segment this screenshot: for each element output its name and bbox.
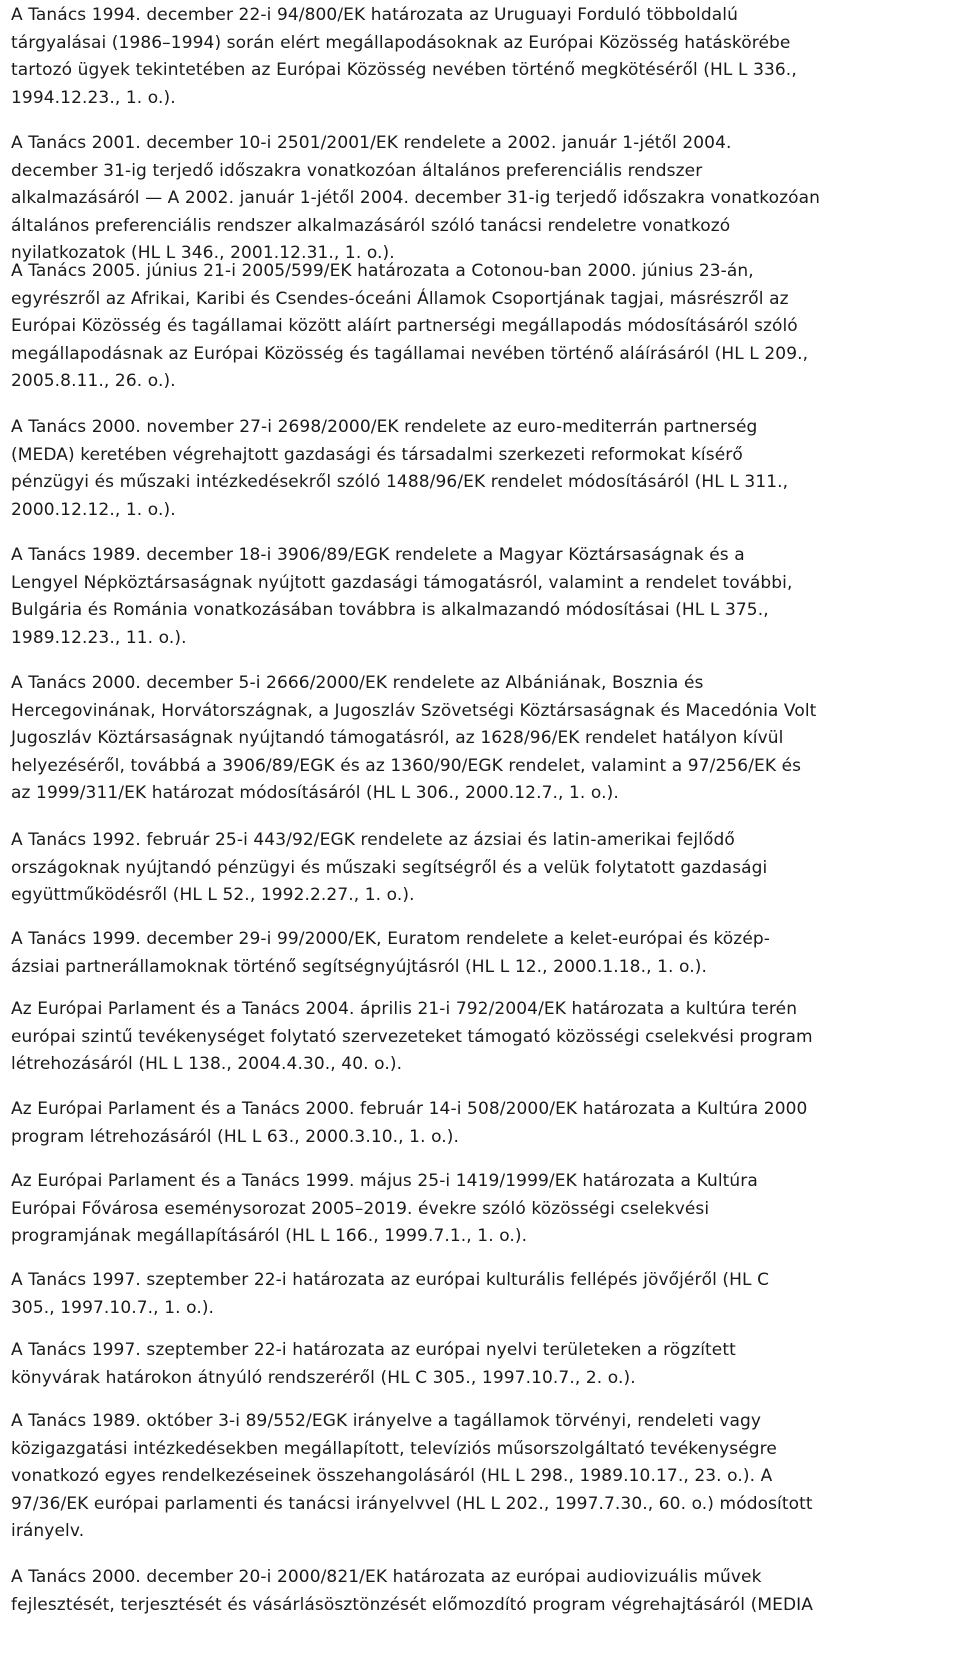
entry-line: (MEDA) keretében végrehajtott gazdasági és társadalmi szerkezeti reformokat kísérő [11, 444, 743, 465]
entry-line: programjának megállapításáról (HL L 166., 1999.7.1., 1. o.). [11, 1226, 528, 1246]
entry-line: Európai Közösség és tagállamai között aláírt partnerségi megállapodás módosításáról szóló [11, 316, 798, 336]
entry-line: megállapodásnak az Európai Közösség és tagállamai nevében történő aláírásáról (HL L 209., [11, 343, 809, 364]
entry-line: A Tanács 2005. június 21-i 2005/599/EK határozata a Cotonou-ban 2000. június 23-án, [11, 261, 754, 281]
entry-line: fejlesztését, terjesztését és vásárlásösztönzését előmozdító program végrehajtásáról (MEDIA [11, 1594, 813, 1615]
entry-line: A Tanács 1994. december 22-i 94/800/EK határozata az Uruguayi Forduló többoldalú [11, 5, 738, 25]
entry-line: országoknak nyújtandó pénzügyi és műszaki segítségről és a velük folytatott gazdasági [11, 857, 768, 878]
entry-line: A Tanács 1989. december 18-i 3906/89/EGK rendelete a Magyar Köztársaságnak és a [11, 545, 745, 565]
entry-line: könyvárak határokon átnyúló rendszeréről (HL C 305., 1997.10.7., 2. o.). [11, 1367, 636, 1388]
entry-line: A Tanács 2000. december 5-i 2666/2000/EK rendelete az Albániának, Bosznia és [11, 673, 704, 693]
reference-entry-9 [11, 996, 946, 1079]
entry-line: A Tanács 2001. december 10-i 2501/2001/EK rendelete a 2002. január 1-jétől 2004. [11, 133, 732, 153]
reference-entry-5 [11, 542, 946, 652]
reference-entry-6 [11, 670, 946, 808]
reference-entry-14 [11, 1408, 946, 1546]
entry-line: A Tanács 1997. szeptember 22-i határozata az európai kulturális fellépés jövőjéről (HL C [11, 1270, 770, 1290]
reference-entry-7 [11, 827, 946, 910]
entry-line: nyilatkozatok (HL L 346., 2001.12.31., 1. o.). [11, 243, 395, 263]
reference-entry-11 [11, 1168, 946, 1251]
entry-line: általános preferenciális rendszer alkalmazásáról szóló tanácsi rendeletre vonatkozó [11, 215, 731, 236]
entry-line: tárgyalásai (1986–1994) során elért megállapodásoknak az Európai Közösség hatáskörébe [11, 32, 791, 53]
reference-entry-10 [11, 1096, 946, 1151]
entry-line: program létrehozásáról (HL L 63., 2000.3.10., 1. o.). [11, 1126, 460, 1147]
entry-line: A Tanács 2000. november 27-i 2698/2000/EK rendelete az euro-mediterrán partnerség [11, 417, 758, 437]
reference-entry-12 [11, 1267, 946, 1322]
entry-line: európai szintű tevékenységet folytató szervezeteket támogató közösségi cselekvési program [11, 1026, 813, 1047]
entry-line: alkalmazásáról — A 2002. január 1-jétől 2004. december 31-ig terjedő időszakra vonatkozóan [11, 188, 821, 208]
reference-entry-4 [11, 414, 946, 524]
entry-line: Az Európai Parlament és a Tanács 1999. május 25-i 1419/1999/EK határozata a Kultúra [11, 1171, 758, 1191]
reference-entry-13 [11, 1337, 946, 1392]
entry-line: Bulgária és Románia vonatkozásában továbbra is alkalmazandó módosításai (HL L 375., [11, 600, 769, 620]
entry-line: A Tanács 1992. február 25-i 443/92/EGK rendelete az ázsiai és latin-amerikai fejlődő [11, 830, 735, 850]
entry-line: helyezéséről, továbbá a 3906/89/EGK és az 1360/90/EGK rendelet, valamint a 97/256/EK és [11, 755, 802, 776]
entry-line: egyrészről az Afrikai, Karibi és Csendes-óceáni Államok Csoportjának tagjai, másrészről az [11, 288, 789, 309]
entry-line: létrehozásáról (HL L 138., 2004.4.30., 40. o.). [11, 1054, 403, 1074]
entry-line: 1994.12.23., 1. o.). [11, 87, 176, 108]
entry-line: A Tanács 1997. szeptember 22-i határozata az európai nyelvi területeken a rögzített [11, 1340, 736, 1360]
reference-entry-15 [11, 1564, 946, 1619]
reference-entry-1 [11, 2, 946, 112]
entry-line: A Tanács 1999. december 29-i 99/2000/EK, Euratom rendelete a kelet-európai és közép- [11, 929, 771, 949]
entry-line: 2000.12.12., 1. o.). [11, 499, 176, 520]
entry-line: Jugoszláv Köztársaságnak nyújtandó támogatásról, az 1628/96/EK rendelet hatályon kívül [11, 728, 784, 748]
entry-line: közigazgatási intézkedésekben megállapított, televíziós műsorszolgáltató tevékenységre [11, 1438, 777, 1459]
entry-line: együttműködésről (HL L 52., 1992.2.27., 1. o.). [11, 885, 415, 905]
entry-line: 305., 1997.10.7., 1. o.). [11, 1297, 215, 1318]
entry-line: Hercegovinának, Horvátországnak, a Jugoszláv Szövetségi Köztársaságnak és Macedónia Volt [11, 700, 817, 721]
entry-line: 1989.12.23., 11. o.). [11, 627, 187, 648]
entry-line: A Tanács 2000. december 20-i 2000/821/EK határozata az európai audiovizuális művek [11, 1567, 762, 1587]
entry-line: december 31-ig terjedő időszakra vonatkozóan általános preferenciális rendszer [11, 160, 703, 181]
entry-line: 2005.8.11., 26. o.). [11, 371, 176, 391]
entry-line: az 1999/311/EK határozat módosításáról (HL L 306., 2000.12.7., 1. o.). [11, 783, 619, 803]
entry-line: Lengyel Népköztársaságnak nyújtott gazdasági támogatásról, valamint a rendelet további, [11, 572, 793, 593]
reference-entry-8 [11, 926, 946, 981]
entry-line: Európai Fővárosa eseménysorozat 2005–2019. évekre szóló közösségi cselekvési [11, 1198, 710, 1219]
entry-line: ázsiai partnerállamoknak történő segítségnyújtásról (HL L 12., 2000.1.18., 1. o.). [11, 956, 707, 977]
entry-line: 97/36/EK európai parlamenti és tanácsi irányelvvel (HL L 202., 1997.7.30., 60. o.) módosított [11, 1493, 813, 1514]
entry-line: irányelv. [11, 1521, 85, 1541]
entry-line: Az Európai Parlament és a Tanács 2000. február 14-i 508/2000/EK határozata a Kultúra 2000 [11, 1099, 808, 1119]
entry-line: Az Európai Parlament és a Tanács 2004. április 21-i 792/2004/EK határozata a kultúra terén [11, 999, 798, 1019]
reference-entry-3 [11, 258, 946, 396]
entry-line: tartozó ügyek tekintetében az Európai Közösség nevében történő megkötéséről (HL L 336., [11, 60, 797, 80]
reference-entry-2 [11, 130, 946, 268]
entry-line: vonatkozó egyes rendelkezéseinek összehangolásáról (HL L 298., 1989.10.17., 23. o.). A [11, 1466, 773, 1486]
entry-line: A Tanács 1989. október 3-i 89/552/EGK irányelve a tagállamok törvényi, rendeleti vagy [11, 1411, 762, 1431]
entry-line: pénzügyi és műszaki intézkedésekről szóló 1488/96/EK rendelet módosításáról (HL L 311., [11, 472, 789, 492]
